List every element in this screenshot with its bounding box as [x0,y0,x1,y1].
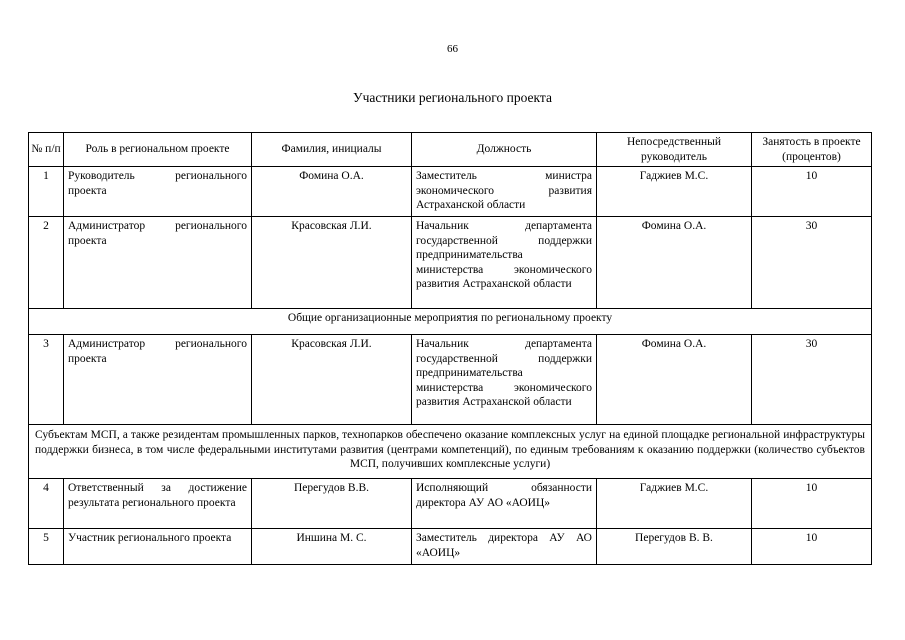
row-supervisor: Перегудов В. В. [597,529,752,565]
table-row [29,335,872,425]
row-role: Администратор регионального проекта [64,335,252,425]
row-supervisor: Гаджиев М.С. [597,479,752,529]
row-name: Красовская Л.И. [252,335,412,425]
row-role: Руководитель регионального проекта [64,167,252,217]
row-load: 10 [752,479,872,529]
row-name: Перегудов В.В. [252,479,412,529]
row-load: 10 [752,167,872,217]
header-supervisor: Непосредственный руководитель [597,133,752,167]
participants-table [28,132,872,565]
header-load: Занятость в проекте (процентов) [752,133,872,167]
section-title: Общие организационные мероприятия по региональному проекту [29,309,872,335]
row-position: Заместитель директора АУ АО «АОИЦ» [412,529,597,565]
header-num: № п/п [29,133,64,167]
row-name: Фомина О.А. [252,167,412,217]
row-supervisor: Фомина О.А. [597,335,752,425]
row-role: Администратор регионального проекта [64,217,252,309]
row-role: Ответственный за достижение результата регионального проекта [64,479,252,529]
row-load: 30 [752,335,872,425]
row-num: 3 [29,335,64,425]
header-role: Роль в региональном проекте [64,133,252,167]
row-position: Начальник департамента государственной поддержки предпринимательства министерства экономического развития Астраханской области [412,217,597,309]
section-header-row [29,425,872,479]
row-supervisor: Фомина О.А. [597,217,752,309]
table-row [29,217,872,309]
row-num: 5 [29,529,64,565]
page-number: 66 [447,43,458,55]
row-num: 2 [29,217,64,309]
header-name: Фамилия, инициалы [252,133,412,167]
table-row [29,529,872,565]
row-supervisor: Гаджиев М.С. [597,167,752,217]
section-title: Субъектам МСП, а также резидентам промышленных парков, технопарков обеспечено оказание комплексных услуг на единой площадке региональной инфраструктуры поддержки бизнеса, в том числе федеральными институтами развития (центрами компетенций), по единым требованиям к оказанию поддержки (количество субъектов МСП, получивших комплексные услуги) [29,425,872,479]
section-header-row [29,309,872,335]
table-row [29,167,872,217]
row-load: 10 [752,529,872,565]
table-row [29,479,872,529]
row-name: Красовская Л.И. [252,217,412,309]
row-name: Иншина М. С. [252,529,412,565]
row-position: Начальник департамента государственной поддержки предпринимательства министерства экономического развития Астраханской области [412,335,597,425]
row-position: Исполняющий обязанности директора АУ АО «АОИЦ» [412,479,597,529]
document-title: Участники регионального проекта [353,90,552,105]
row-num: 4 [29,479,64,529]
header-position: Должность [412,133,597,167]
row-position: Заместитель министра экономического развития Астраханской области [412,167,597,217]
table-header-row [29,133,872,167]
row-load: 30 [752,217,872,309]
row-role: Участник регионального проекта [64,529,252,565]
row-num: 1 [29,167,64,217]
